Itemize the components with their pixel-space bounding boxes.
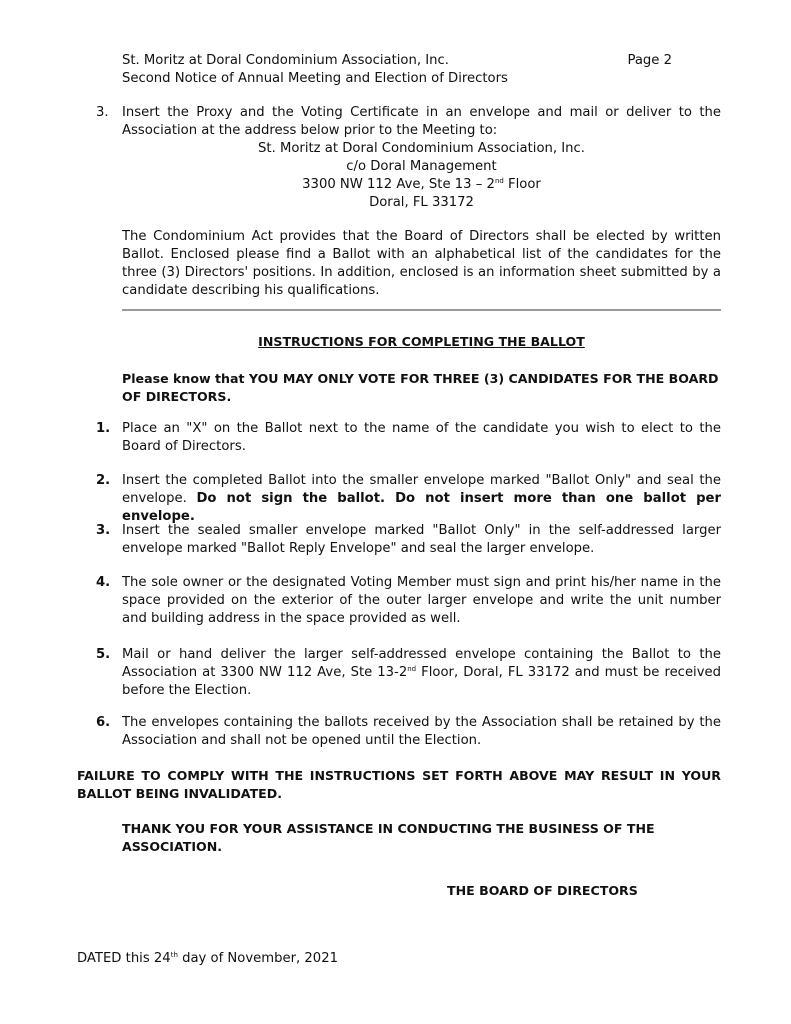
step-number: 2. <box>96 473 111 488</box>
section-divider <box>122 309 721 311</box>
signature-board-of-directors: THE BOARD OF DIRECTORS <box>447 883 638 898</box>
address-line-1: St. Moritz at Doral Condominium Association, Inc. <box>258 141 585 156</box>
failure-notice: FAILURE TO COMPLY WITH THE INSTRUCTIONS SET FORTH ABOVE MAY RESULT IN YOUR BALLOT BEING INVALIDATED. <box>77 768 721 801</box>
header-subtitle: Second Notice of Annual Meeting and Election of Directors <box>122 71 508 86</box>
step-text: The envelopes containing the ballots received by the Association shall be retained by the Association and shall not be opened until the Election. <box>122 715 721 748</box>
step-number: 6. <box>96 715 111 730</box>
address-line-2: c/o Doral Management <box>346 159 497 174</box>
header-org: St. Moritz at Doral Condominium Association, Inc. <box>122 53 449 68</box>
page-number: Page 2 <box>627 53 672 68</box>
step-number: 1. <box>96 421 111 436</box>
instruction-step-3 <box>96 522 721 558</box>
step-text: Mail or hand deliver the larger self-addressed envelope containing the Ballot to the Association at 3300 NW 112 Ave, Ste 13-2nd Floor, Doral, FL 33172 and must be received before the Election. <box>122 647 722 698</box>
instruction-step-5 <box>96 646 721 700</box>
step-text: Insert the completed Ballot into the smaller envelope marked "Ballot Only" and seal the envelope. Do not sign the ballot. Do not insert more than one ballot per envelope. <box>122 473 721 524</box>
step-2-warning: Do not sign the ballot. Do not insert more than one ballot per envelope. <box>122 491 721 524</box>
instruction-step-1 <box>96 420 721 456</box>
address-line-4: Doral, FL 33172 <box>369 195 474 210</box>
mailing-address <box>122 140 721 212</box>
vote-limit-notice: Please know that YOU MAY ONLY VOTE FOR THREE (3) CANDIDATES FOR THE BOARD OF DIRECTORS. <box>122 371 719 404</box>
step-text: Place an "X" on the Ballot next to the name of the candidate you wish to elect to the Board of Directors. <box>122 421 721 454</box>
step-number: 4. <box>96 575 111 590</box>
step-text: Insert the sealed smaller envelope marked "Ballot Only" in the self-addressed larger envelope marked "Ballot Reply Envelope" and seal the larger envelope. <box>122 523 721 556</box>
instruction-step-4 <box>96 574 721 628</box>
step-number: 5. <box>96 647 111 662</box>
item-3-number: 3. <box>96 105 109 120</box>
step-number: 3. <box>96 523 111 538</box>
dated-line: DATED this 24th day of November, 2021 <box>77 951 338 966</box>
page-header <box>122 52 672 88</box>
address-line-3: 3300 NW 112 Ave, Ste 13 – 2nd Floor <box>302 177 541 192</box>
step-text: The sole owner or the designated Voting Member must sign and print his/her name in the space provided on the exterior of the outer larger envelope and write the unit number and building address in the space provided as well. <box>122 575 721 626</box>
instructions-title: INSTRUCTIONS FOR COMPLETING THE BALLOT <box>258 334 585 349</box>
item-3 <box>96 104 721 212</box>
condominium-act-paragraph: The Condominium Act provides that the Board of Directors shall be elected by written Ballot. Enclosed please find a Ballot with an alphabetical list of the candidates for the three (3) Directors' positions. In addition, enclosed is an information sheet submitted by a candidate describing his qualifications. <box>122 229 721 298</box>
instruction-step-2 <box>96 472 721 526</box>
item-3-text: Insert the Proxy and the Voting Certificate in an envelope and mail or deliver to the Association at the address below prior to the Meeting to: <box>122 105 721 138</box>
thank-you-note: THANK YOU FOR YOUR ASSISTANCE IN CONDUCTING THE BUSINESS OF THE ASSOCIATION. <box>122 821 655 854</box>
instruction-step-6 <box>96 714 721 750</box>
